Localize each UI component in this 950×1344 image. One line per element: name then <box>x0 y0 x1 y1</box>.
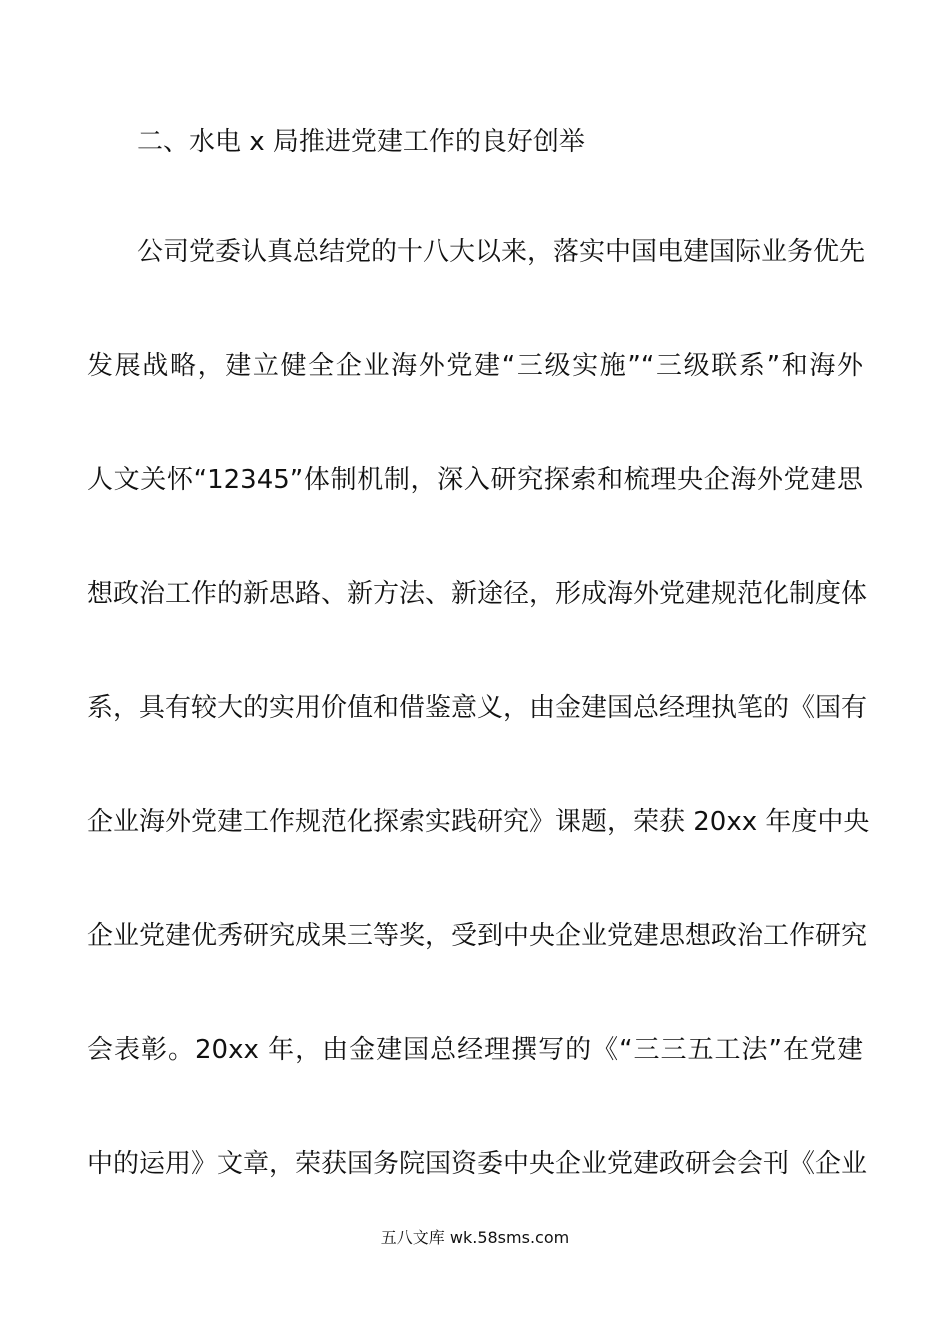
footer-watermark-text: 五八文库 wk.58sms.com <box>380 1228 570 1247</box>
paragraph-line-1: 公司党委认真总结党的十八大以来，落实中国电建国际业务优先 <box>137 237 866 267</box>
paragraph-line-5: 系，具有较大的实用价值和借鉴意义，由金建国总经理执笔的《国有 <box>87 693 868 723</box>
paragraph-line-6: 企业海外党建工作规范化探索实践研究》课题，荣获 20xx 年度中央 <box>87 807 870 837</box>
paragraph-line-3: 人文关怀“12345”体制机制，深入研究探索和梳理央企海外党建思 <box>87 465 863 495</box>
section-heading: 二、水电 x 局推进党建工作的良好创举 <box>137 127 585 157</box>
paragraph-line-9: 中的运用》文章，荣获国务院国资委中央企业党建政研会会刊《企业 <box>87 1149 868 1179</box>
paragraph-line-4: 想政治工作的新思路、新方法、新途径，形成海外党建规范化制度体 <box>87 579 868 609</box>
paragraph-line-7: 企业党建优秀研究成果三等奖，受到中央企业党建思想政治工作研究 <box>87 921 868 951</box>
paragraph-line-2: 发展战略，建立健全企业海外党建“三级实施”“三级联系”和海外 <box>87 351 863 381</box>
paragraph-line-8: 会表彰。20xx 年，由金建国总经理撰写的《“三三五工法”在党建 <box>87 1035 863 1065</box>
